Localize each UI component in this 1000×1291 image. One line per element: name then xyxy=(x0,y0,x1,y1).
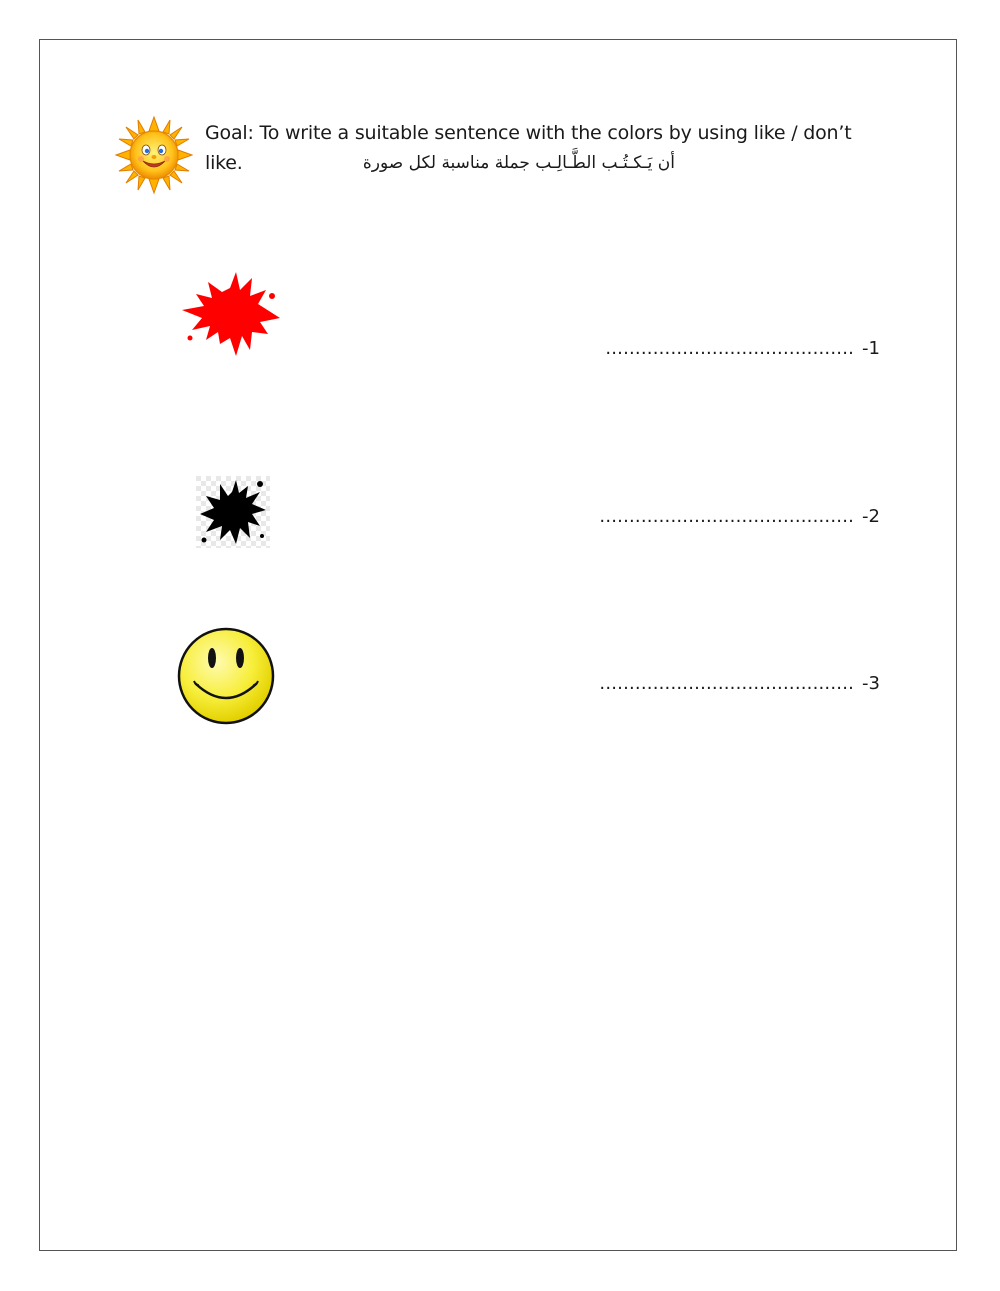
goal-line-1: Goal: To write a suitable sentence with the colors by using like / don’t xyxy=(205,122,852,144)
answer-dots: ........................................... xyxy=(599,506,855,527)
goal-text xyxy=(205,118,865,178)
answer-dots: ........................................... xyxy=(599,673,855,694)
answer-dots: .......................................... xyxy=(605,338,855,359)
item-number: -1 xyxy=(862,338,880,359)
item-number: -2 xyxy=(862,506,880,527)
goal-like-word: like. xyxy=(205,152,243,174)
black-paint-splat-image xyxy=(196,476,270,548)
answer-line-1[interactable] xyxy=(605,338,880,359)
sun-icon xyxy=(114,115,194,195)
goal-arabic-instruction: أن يَـكـتُـب الطَّـالِـب جملة مناسبة لكل صورة xyxy=(362,153,675,173)
goal-line-2 xyxy=(205,148,865,178)
answer-line-3[interactable] xyxy=(599,673,880,694)
item-number: -3 xyxy=(862,673,880,694)
answer-line-2[interactable] xyxy=(599,506,880,527)
yellow-smiley-face-image xyxy=(174,624,278,728)
red-paint-splat-image xyxy=(180,268,282,360)
